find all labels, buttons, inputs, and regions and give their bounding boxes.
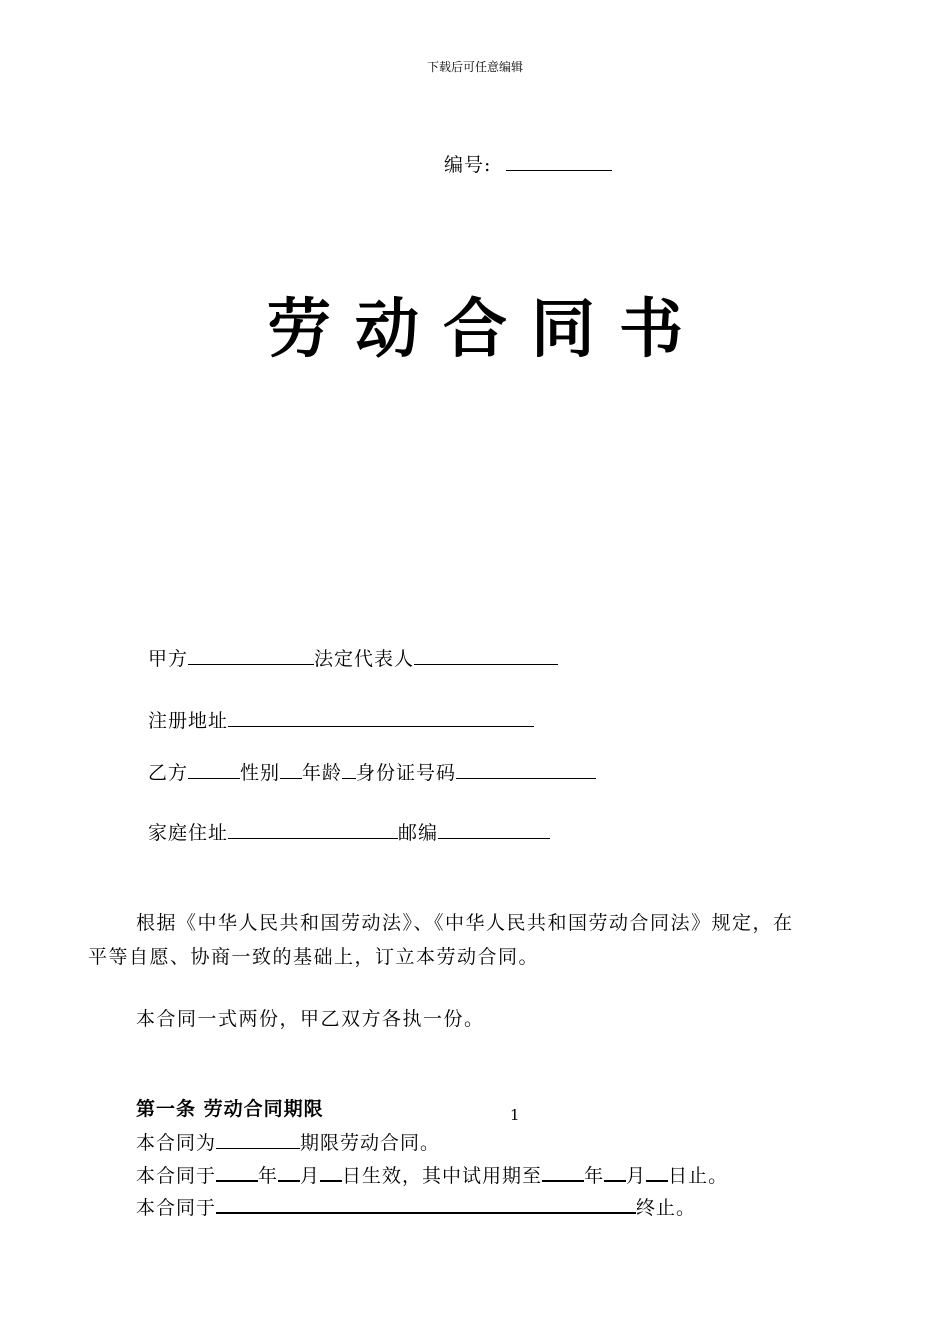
reg-address-blank[interactable] bbox=[228, 706, 534, 727]
probation-month-label: 月 bbox=[626, 1165, 647, 1187]
age-label: 年龄 bbox=[302, 762, 343, 784]
probation-day-blank[interactable] bbox=[646, 1160, 668, 1182]
termination-blank[interactable] bbox=[216, 1192, 636, 1214]
contract-type-label: 本合同为 bbox=[136, 1132, 217, 1154]
section1-heading: 第一条 劳动合同期限 bbox=[136, 1098, 324, 1120]
effective-year-blank[interactable] bbox=[216, 1160, 258, 1182]
party-b-label: 乙方 bbox=[148, 762, 189, 784]
gender-blank[interactable] bbox=[280, 758, 302, 779]
contract-type-blank[interactable] bbox=[216, 1128, 300, 1149]
contract-type-suffix: 期限劳动合同。 bbox=[300, 1132, 441, 1154]
party-a-blank[interactable] bbox=[188, 644, 314, 665]
document-title: 劳动合同书 bbox=[267, 292, 707, 367]
effective-day-label: 日生效，其中试用期至 bbox=[342, 1165, 543, 1187]
probation-month-blank[interactable] bbox=[604, 1160, 626, 1182]
effective-month-blank[interactable] bbox=[278, 1160, 300, 1182]
home-address-blank[interactable] bbox=[228, 818, 398, 839]
gender-label: 性别 bbox=[240, 762, 281, 784]
section1-line1 bbox=[136, 1128, 440, 1155]
effective-day-blank[interactable] bbox=[320, 1160, 342, 1182]
age-blank[interactable] bbox=[342, 758, 356, 779]
section1-line2 bbox=[136, 1160, 728, 1188]
effective-label: 本合同于 bbox=[136, 1165, 217, 1187]
termination-suffix: 终止。 bbox=[636, 1197, 697, 1219]
serial-blank[interactable] bbox=[506, 150, 612, 171]
home-address-label: 家庭住址 bbox=[148, 822, 229, 844]
effective-year-label: 年 bbox=[258, 1165, 279, 1187]
probation-year-label: 年 bbox=[584, 1165, 605, 1187]
party-b-blank[interactable] bbox=[188, 758, 240, 779]
section1-line3 bbox=[136, 1192, 696, 1220]
serial-label: 编号: bbox=[444, 154, 492, 176]
legal-rep-blank[interactable] bbox=[414, 644, 558, 665]
termination-label: 本合同于 bbox=[136, 1197, 217, 1219]
party-a-label: 甲方 bbox=[148, 648, 189, 670]
id-number-label: 身份证号码 bbox=[356, 762, 457, 784]
probation-year-blank[interactable] bbox=[542, 1160, 584, 1182]
id-number-blank[interactable] bbox=[456, 758, 596, 779]
reg-address-line bbox=[148, 706, 534, 733]
effective-month-label: 月 bbox=[300, 1165, 321, 1187]
intro-paragraph-line1: 根据《中华人民共和国劳动法》、《中华人民共和国劳动合同法》规定，在 bbox=[136, 912, 794, 934]
party-b-line bbox=[148, 758, 596, 785]
intro-paragraph-line2: 平等自愿、协商一致的基础上，订立本劳动合同。 bbox=[88, 946, 540, 968]
copies-paragraph: 本合同一式两份，甲乙双方各执一份。 bbox=[136, 1008, 485, 1030]
serial-number-field bbox=[444, 150, 612, 177]
legal-rep-label: 法定代表人 bbox=[314, 648, 415, 670]
reg-address-label: 注册地址 bbox=[148, 710, 229, 732]
probation-end-label: 日止。 bbox=[668, 1165, 729, 1187]
header-note: 下载后可任意编辑 bbox=[426, 60, 523, 74]
page-number: 1 bbox=[510, 1106, 520, 1124]
home-address-line bbox=[148, 818, 550, 845]
party-a-line bbox=[148, 644, 558, 671]
postcode-label: 邮编 bbox=[398, 822, 439, 844]
postcode-blank[interactable] bbox=[438, 818, 550, 839]
